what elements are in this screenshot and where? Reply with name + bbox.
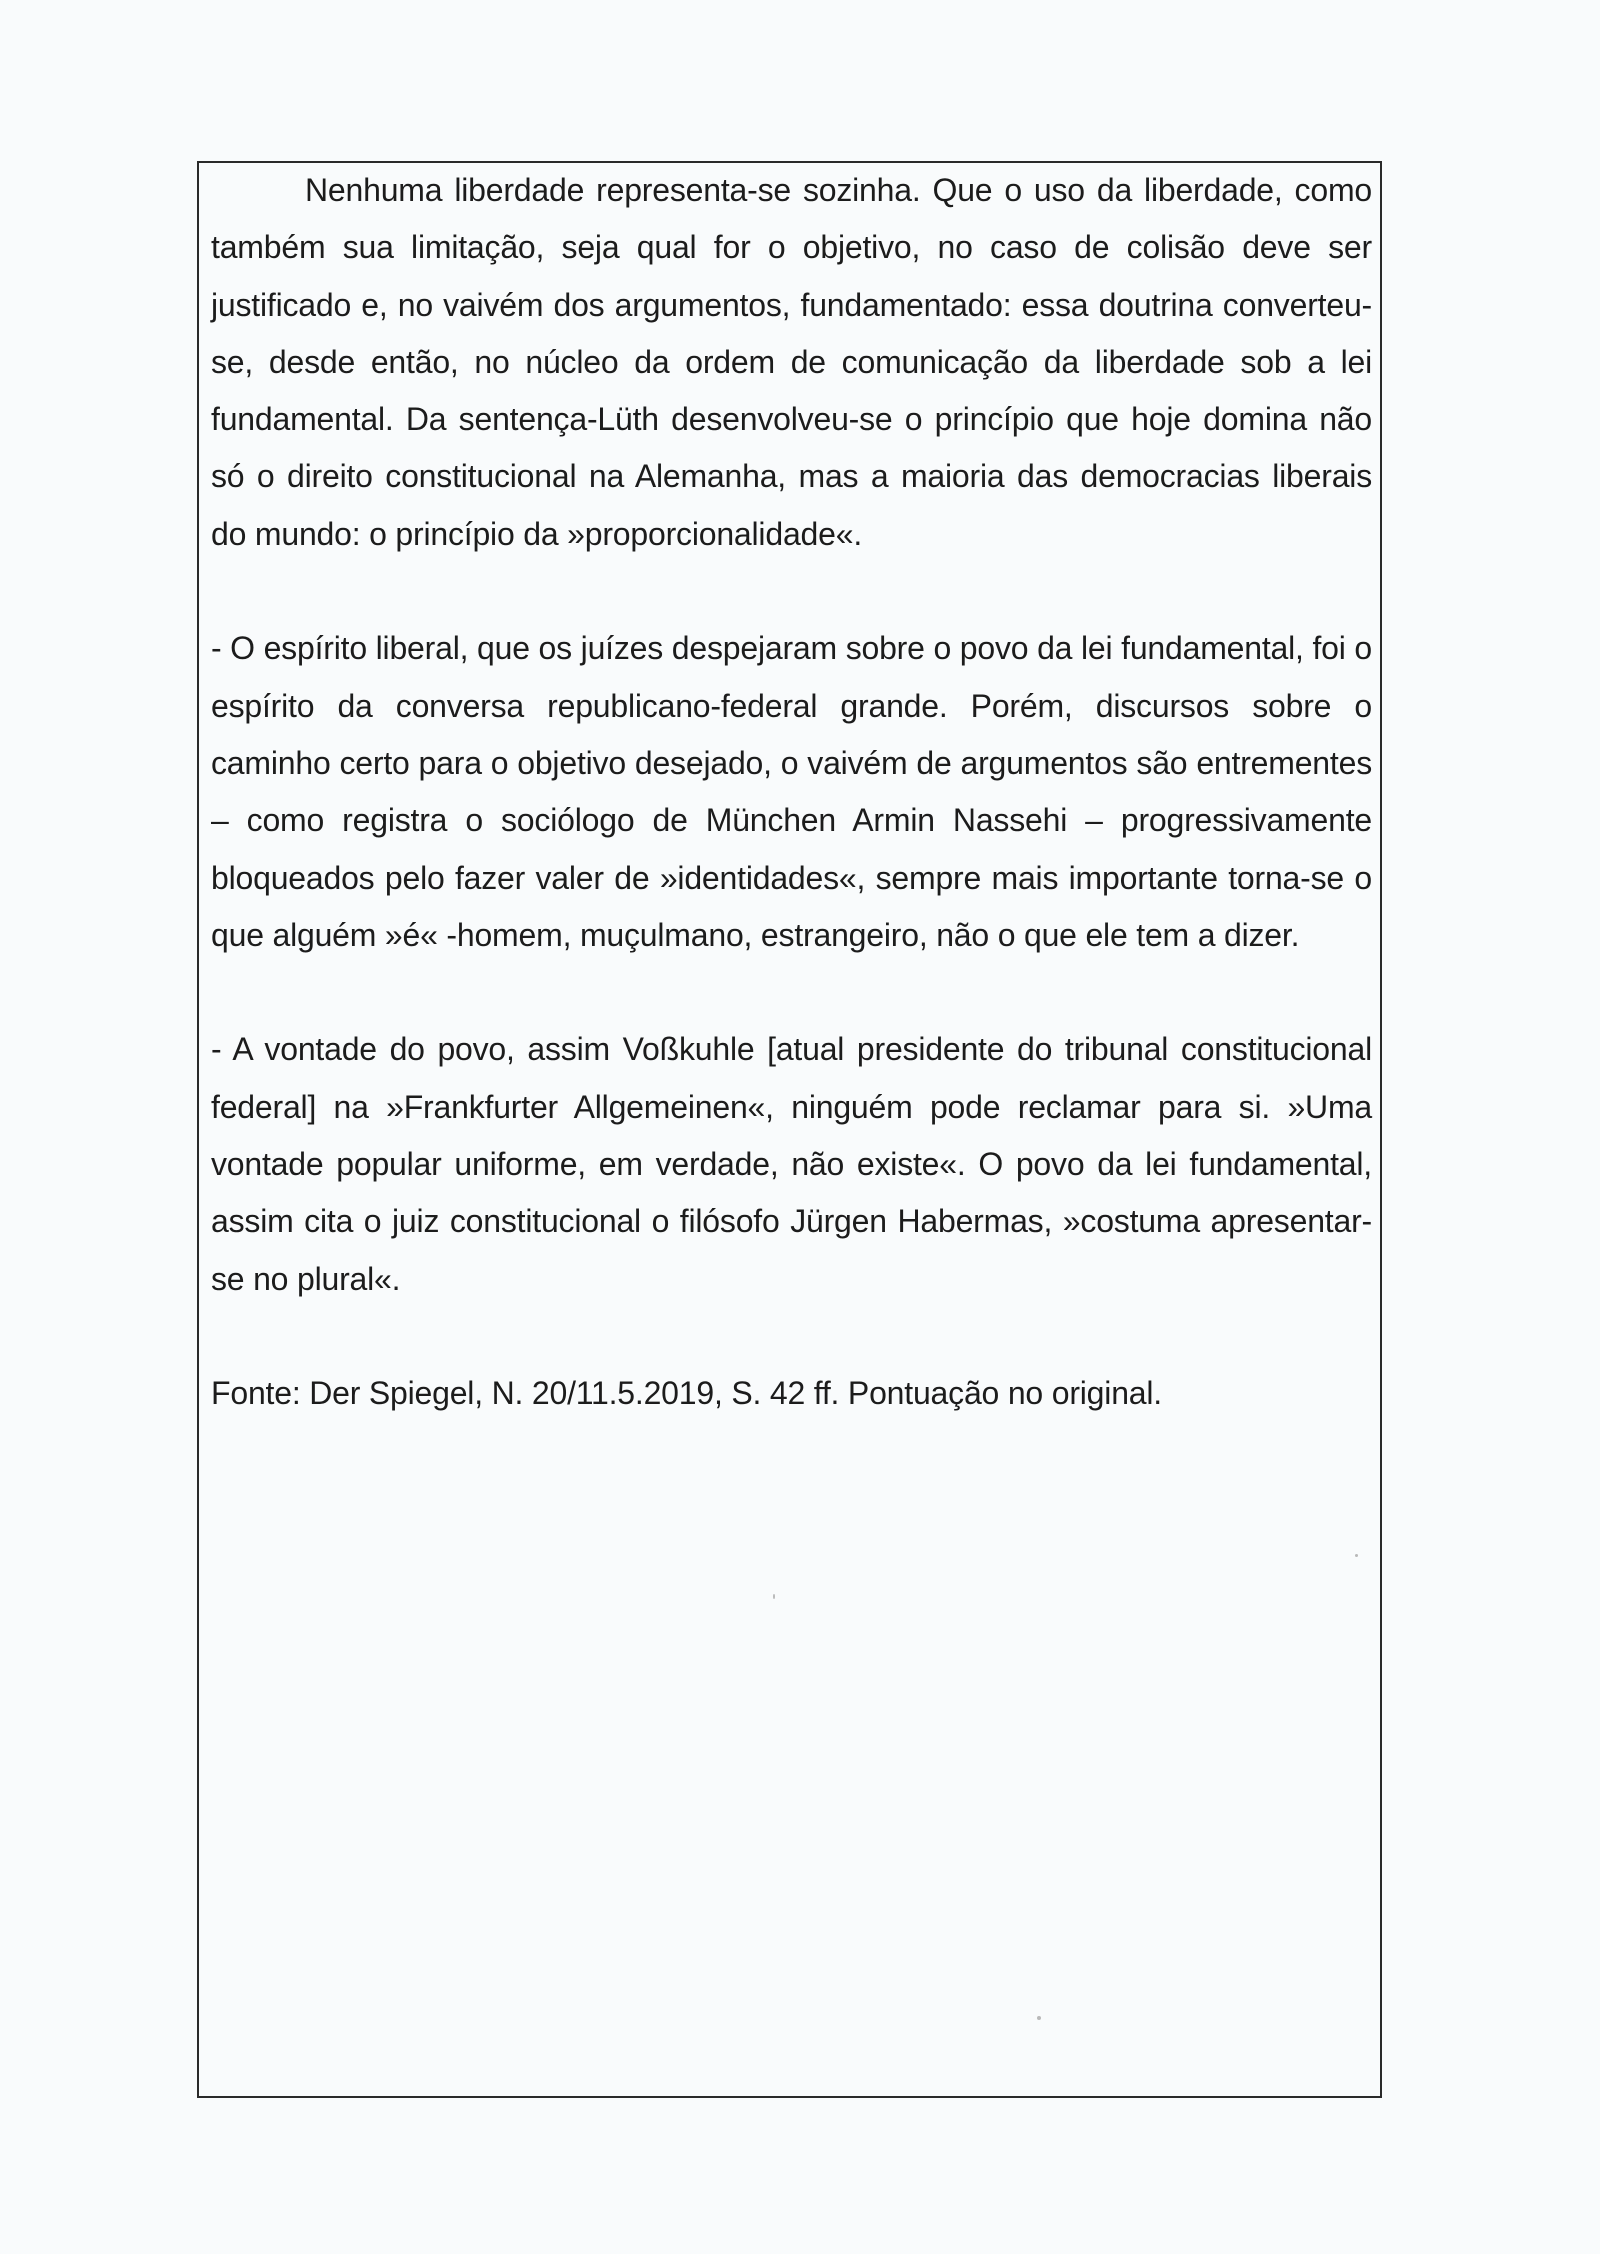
scan-speck — [773, 1594, 775, 1599]
document-body — [211, 162, 1372, 1423]
paragraph-proportionality: Nenhuma liberdade representa-se sozinha. Que o uso da liberdade, como também sua limitação, seja qual for o objetivo, no caso de colisão deve ser justificado e, no vaivém dos argumentos, fundamentado: essa doutrina converteu-se, desde então, no núcleo da ordem de comunicação da liberdade sob a lei fundamental. Da sentença-Lüth desenvolveu-se o princípio que hoje domina não só o direito constitucional na Alemanha, mas a maioria das democracias liberais do mundo: o princípio da »proporcionalidade«. — [211, 172, 1372, 552]
paragraph-liberal-spirit: - O espírito liberal, que os juízes despejaram sobre o povo da lei fundamental, foi o espírito da conversa republicano-federal grande. Porém, discursos sobre o caminho certo para o objetivo desejado, o vaivém de argumentos são entrementes – como registra o sociólogo de München Armin Nassehi – progressivamente bloqueados pelo fazer valer de »identidades«, sempre mais importante torna-se o que alguém »é« -homem, muçulmano, estrangeiro, não o que ele tem a dizer. — [211, 630, 1372, 953]
paragraph-spacer — [211, 1308, 1372, 1365]
paragraph-will-of-people: - A vontade do povo, assim Voßkuhle [atual presidente do tribunal constitucional federal] na »Frankfurter Allgemeinen«, ninguém pode reclamar para si. »Uma vontade popular uniforme, em verdade, não existe«. O povo da lei fundamental, assim cita o juiz constitucional o filósofo Jürgen Habermas, »costuma apresentar-se no plural«. — [211, 1031, 1372, 1297]
paragraph-spacer — [211, 563, 1372, 620]
scan-speck — [1355, 1554, 1358, 1557]
paragraph-spacer — [211, 964, 1372, 1021]
source-citation: Fonte: Der Spiegel, N. 20/11.5.2019, S. 42 ff. Pontuação no original. — [211, 1375, 1162, 1412]
scan-speck — [1037, 2016, 1041, 2020]
